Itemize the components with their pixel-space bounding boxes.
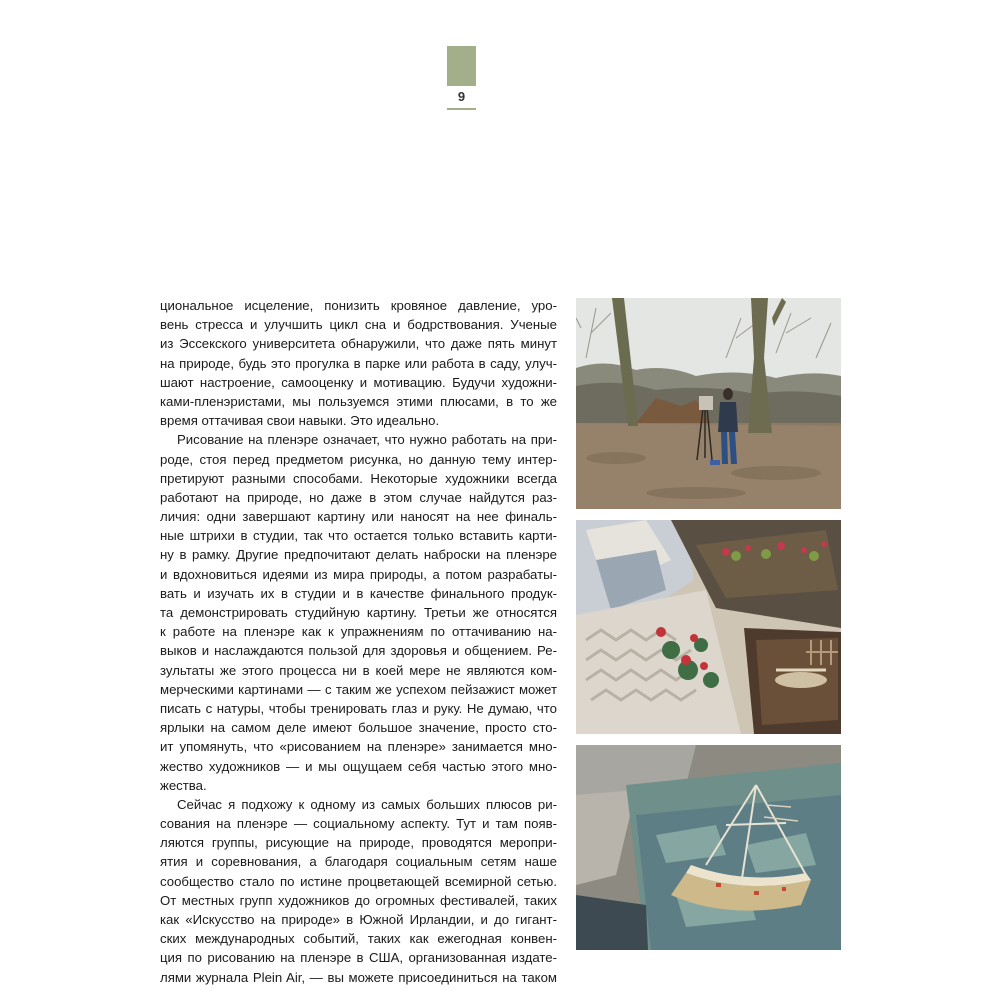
photo-boat-painting	[576, 745, 841, 950]
text-line: как «Искусство на природе» в Южной Ирландии, и до гигант-	[160, 912, 557, 927]
text-line: ляются группы, рисующие на природе, проводятся меропри-	[160, 835, 557, 851]
text-line: жества.	[160, 777, 207, 793]
text-line: работают на природе, но даже в этом случае найдутся раз-	[160, 489, 557, 505]
text-line: Рисование на пленэре означает, что нужно работать на при-	[177, 432, 557, 448]
text-line: вать и изучать их в студии и в качестве финального продук-	[160, 585, 557, 601]
photo-painting-sketches	[576, 520, 841, 734]
text-line: роде, стоя перед предметом рисунка, но данную тему интер-	[160, 451, 557, 467]
text-line: лями журнала Plein Air, — вы можете присоединиться на таком	[160, 969, 557, 985]
text-line: Сейчас я подхожу к одному из самых больших плюсов ри-	[177, 796, 557, 812]
text-line: ских международных событий, таких как ежегодная конвен-	[160, 931, 557, 947]
text-line: ция по рисованию на пленэре в США, организованная издате-	[160, 950, 557, 966]
text-line: личия: одни завершают картину или наносят на нее финаль-	[160, 509, 557, 525]
text-line: мерческими картинами — с таким же успехом пейзажист может	[160, 681, 557, 697]
text-line: время оттачивая свои навыки. Это идеально.	[160, 413, 440, 429]
text-line: циональное исцеление, понизить кровяное давление, уро-	[160, 298, 557, 313]
text-line: ками-пленэристами, мы пользуемся этими плюсами, в то же	[160, 393, 557, 409]
text-line: ятия и соревнования, а благодаря социальным сетям наше	[160, 854, 557, 870]
text-line: выков и наслаждаются пользой для здоровья и общением. Ре-	[160, 643, 557, 659]
text-line: претируют разными способами. Некоторые художники всегда	[160, 470, 557, 486]
text-line: жество художников — и мы ощущаем себя частью этого мно-	[160, 758, 557, 774]
body-text	[160, 296, 557, 987]
text-line: ит упомянуть, что «рисованием на пленэре» занимается мно-	[160, 739, 557, 755]
page-tab-marker	[447, 46, 476, 86]
text-line: писать с натуры, чтобы тренировать глаз и руку. Не думаю, что	[160, 700, 557, 716]
text-line: к работе на пленэре как к упражнениям по оттачиванию на-	[160, 624, 557, 640]
text-line: шают настроение, самооценку и мотивацию. Будучи художни-	[160, 374, 557, 390]
text-line: ные штрихи в студии, так что остается только вставить карти-	[160, 528, 557, 544]
text-line: От местных групп художников до огромных фестивалей, таких	[160, 892, 557, 908]
text-line: сования на пленэре — социальному аспекту. Тут и там появ-	[160, 816, 557, 832]
text-line: из Эссекского университета обнаружили, что даже пять минут	[160, 336, 557, 352]
text-line: та демонстрировать студийную картину. Третьи же относятся	[160, 605, 557, 620]
text-line: сообщество стало по истине процветающей всемирной сетью.	[160, 873, 557, 889]
photo-plein-air-painter	[576, 298, 841, 509]
page-number-rule	[447, 108, 476, 110]
text-line: зультаты же этого процесса ни в коей мере не являются ком-	[160, 662, 557, 678]
page-number: 9	[457, 89, 466, 104]
text-line: вень стресса и улучшить цикл сна и бодрствования. Ученые	[160, 317, 557, 333]
text-line: и вдохновиться идеями из мира природы, а потом разрабаты-	[160, 566, 557, 582]
text-line: ярлыки на самом деле имеют большое значение, просто сто-	[160, 720, 557, 736]
text-line: на природе, будь это прогулка в парке или работа в саду, улуч-	[160, 355, 557, 371]
text-line: ну в рамку. Другие предпочитают делать наброски на пленэре	[160, 547, 557, 563]
